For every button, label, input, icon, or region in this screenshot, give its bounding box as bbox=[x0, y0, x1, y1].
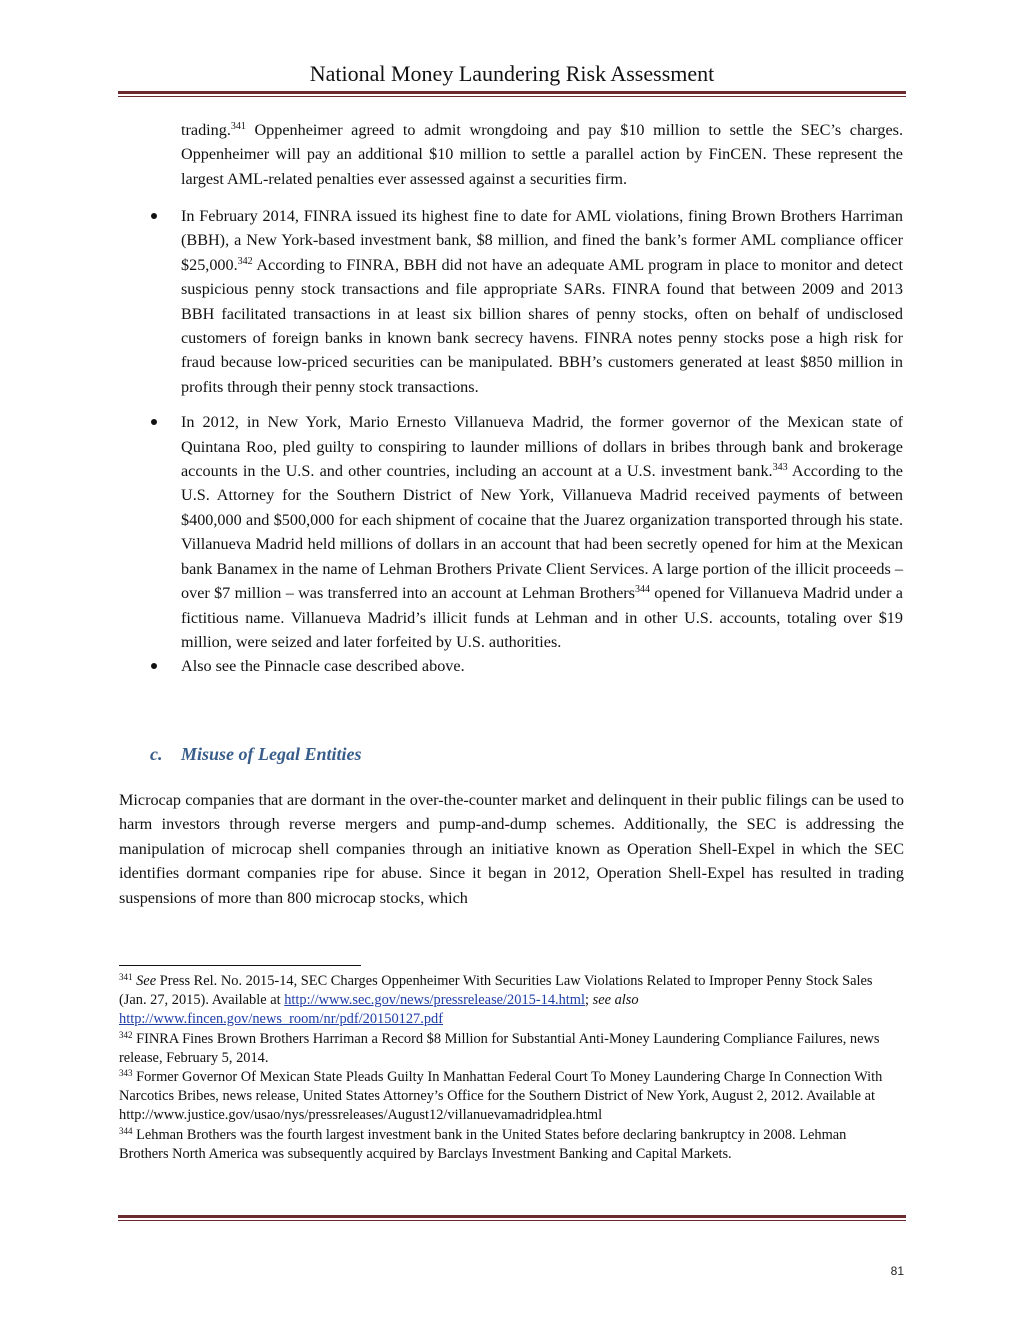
footnote-link-sec[interactable]: http://www.sec.gov/news/pressrelease/2015-14.html bbox=[284, 992, 585, 1009]
footnote-342: $^{342}$ FINRA Fines Brown Brothers Harriman a Record $8 Million for Substantial Anti-Money Laundering Compliance Failures, news release, February 5, 2014. bbox=[119, 1029, 880, 1066]
running-header: National Money Laundering Risk Assessment bbox=[309, 61, 715, 86]
footnote-ref-342[interactable]: 342 bbox=[237, 255, 253, 267]
footnote-ref-344[interactable]: 344 bbox=[634, 584, 650, 596]
footnote-url-justice: http://www.justice.gov/usao/nys/pressreleases/August12/villanuevamadridplea.html bbox=[119, 1107, 603, 1124]
footnote-344: $^{344}$ Lehman Brothers was the fourth largest investment bank in the United States before declaring bankruptcy in 2008. Lehman Brothers North America was subsequently acquired by Barclays Investment Banking and Capital Markets. bbox=[119, 1125, 847, 1162]
footnote-link-fincen[interactable]: http://www.fincen.gov/news_room/nr/pdf/20150127.pdf bbox=[119, 1011, 444, 1028]
section-label: c. bbox=[150, 744, 163, 764]
footnote-341: $^{341}$ See Press Rel. No. 2015-14, SEC Charges Oppenheimer With Securities Law Violations Related to Improper Penny Stock Sales (Jan. 27, 2015). Available at http://www.sec.gov/news/pressrelease/2015-14.html; see also http://www.fincen.gov/news_room/nr/pdf/20150127.pdf bbox=[119, 972, 873, 1028]
section-title: Misuse of Legal Entities bbox=[181, 744, 362, 764]
footnote-343: $^{343}$ Former Governor Of Mexican State Pleads Guilty In Manhattan Federal Court To Money Laundering Charge In Connection With Narcotics Bribes, news release, United States Attorney’s Office for the Southern District of New York, August 2, 2012. Available at http://www.justice.gov/usao/nys/pressreleases/August12/villanuevamadridplea.html bbox=[119, 1068, 883, 1124]
continuation-paragraph: trading.$^{341}$ Oppenheimer agreed to admit wrongdoing and pay $10 million to settle the SEC’s charges. Oppenheimer will pay an additional $10 million to settle a parallel action by FinCEN. These represent the largest AML-related penalties ever assessed against a securities firm. bbox=[181, 121, 903, 188]
footnote-ref-341[interactable]: 341 bbox=[230, 121, 246, 132]
list-item: In 2012, in New York, Mario Ernesto Villanueva Madrid, the former governor of the Mexican state of Quintana Roo, pled guilty to conspiring to launder millions of dollars in bribes through bank and brokerage accounts in the U.S. and other countries, including an account at a U.S. investment bank.$^{343}$ According to the U.S. Attorney for the Southern District of New York, Villanueva Madrid received payments of between $400,000 and $500,000 for each shipment of cocaine that the Juarez organization transported through his state. Villanueva Madrid held millions of dollars in an account that had been secretly opened for him at the Mexican bank Banamex in the name of Lehman Brothers Private Client Services. A large portion of the illicit proceeds – over $7 million – was transferred into an account at Lehman Brothers$^{344}$ opened for Villanueva Madrid under a fictitious name. Villanueva Madrid’s illicit funds at Lehman and in other U.S. accounts, totaling over $19 million, were seized and later forfeited by U.S. authorities. bbox=[181, 410, 903, 654]
footnote-separator bbox=[119, 965, 361, 966]
section-heading bbox=[150, 744, 362, 765]
case-list bbox=[181, 204, 903, 679]
list-item: In February 2014, FINRA issued its highest fine to date for AML violations, fining Brown Brothers Harriman (BBH), a New York-based investment bank, $8 million, and fined the bank’s former AML compliance officer $25,000.$^{342}$ According to FINRA, BBH did not have an adequate AML program in place to monitor and detect suspicious penny stock transactions and file appropriate SARs. FINRA found that between 2009 and 2013 BBH facilitated transactions in at least six billion shares of penny stocks, often on behalf of undisclosed customers of foreign banks in known bank secrecy havens. FINRA notes penny stocks pose a high risk for fraud because low-priced securities can be manipulated. BBH’s customers generated at least $850 million in profits through their penny stock transactions. bbox=[181, 204, 903, 399]
bullet-icon bbox=[151, 419, 157, 425]
bullet-icon bbox=[151, 663, 157, 669]
body-paragraph: Microcap companies that are dormant in the over-the-counter market and delinquent in their public filings can be used to harm investors through reverse mergers and pump-and-dump schemes. Additionally, the SEC is addressing the manipulation of microcap shell companies through an initiative known as Operation Shell-Expel in which the SEC identifies dormant companies ripe for abuse. Since it began in 2012, Operation Shell-Expel has resulted in trading suspensions of more than 800 microcap stocks, which bbox=[119, 791, 904, 907]
page-number: 81 bbox=[890, 1264, 904, 1278]
bullet-icon bbox=[151, 213, 157, 219]
footnote-ref-343[interactable]: 343 bbox=[772, 462, 788, 474]
footnotes bbox=[119, 972, 899, 1164]
footer-rule bbox=[118, 1215, 906, 1221]
list-item: Also see the Pinnacle case described above. bbox=[181, 654, 903, 678]
header-rule bbox=[118, 91, 906, 97]
